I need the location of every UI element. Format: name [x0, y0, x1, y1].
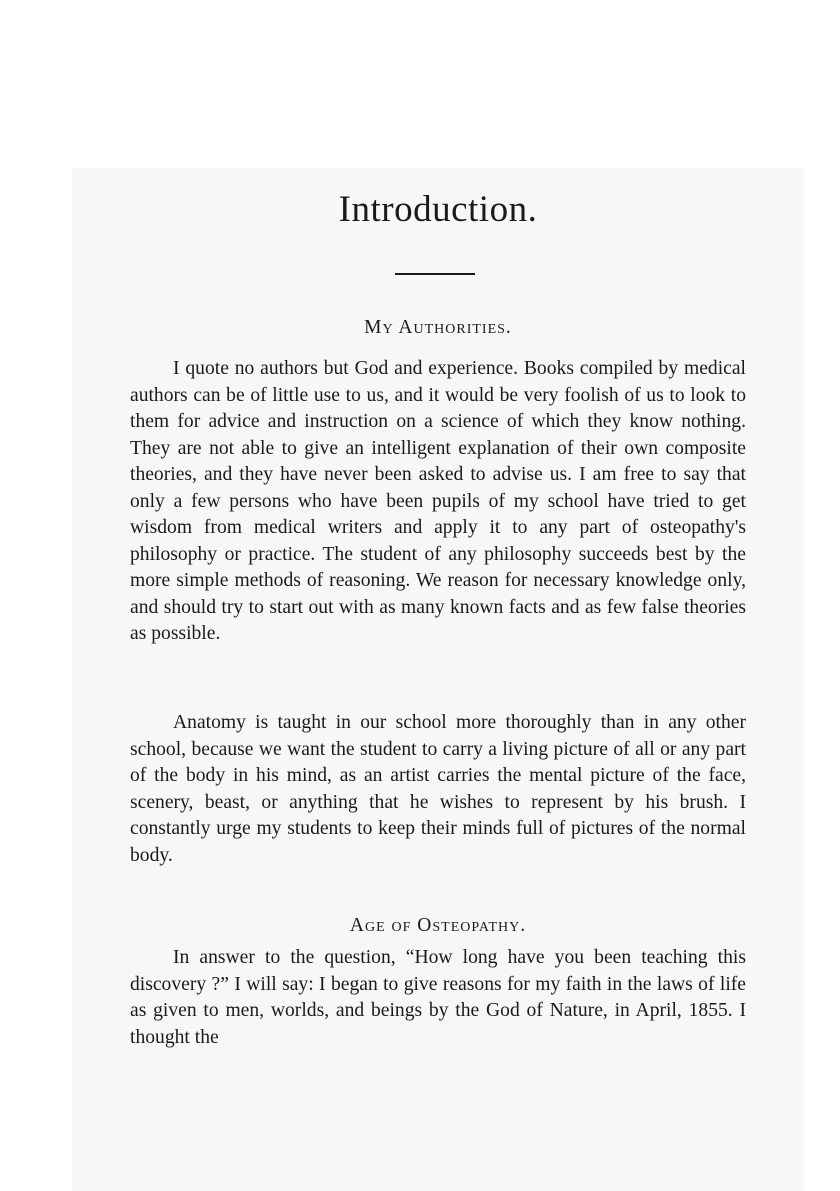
paragraph-age: In answer to the question, “How long have you been teaching this discovery ?” I will say: I began to give reasons for my faith in the laws of life as given to men, worlds, and beings by the God of Nature, in April, 1855. I thought the: [130, 947, 746, 1048]
section-heading-my-authorities: My Authorities.: [364, 317, 512, 338]
section-heading-age-of-osteopathy: Age of Osteopathy.: [349, 915, 527, 936]
paragraph-authorities: I quote no authors but God and experience. Books compiled by medical authors can be of little use to us, and it would be very foolish of us to look to them for advice and instruction on a science of which they know nothing. They are not able to give an intelligent explanation of their own composite theories, and they have never been asked to advise us. I am free to say that only a few persons who have been pupils of my school have tried to get wisdom from medical writers and apply it to any part of osteopathy's philosophy or practice. The student of any philosophy succeeds best by the more simple methods of reasoning. We reason for necessary knowledge only, and should try to start out with as many known facts and as few false theories as possible.: [130, 358, 746, 644]
page-title: Introduction.: [338, 189, 538, 230]
paragraph-anatomy: Anatomy is taught in our school more thoroughly than in any other school, because we want the student to carry a living picture of all or any part of the body in his mind, as an artist carries the mental picture of the face, scenery, beast, or anything that he wishes to represent by his brush. I constantly urge my students to keep their minds full of pictures of the normal body.: [130, 712, 746, 866]
title-divider: [395, 273, 475, 275]
